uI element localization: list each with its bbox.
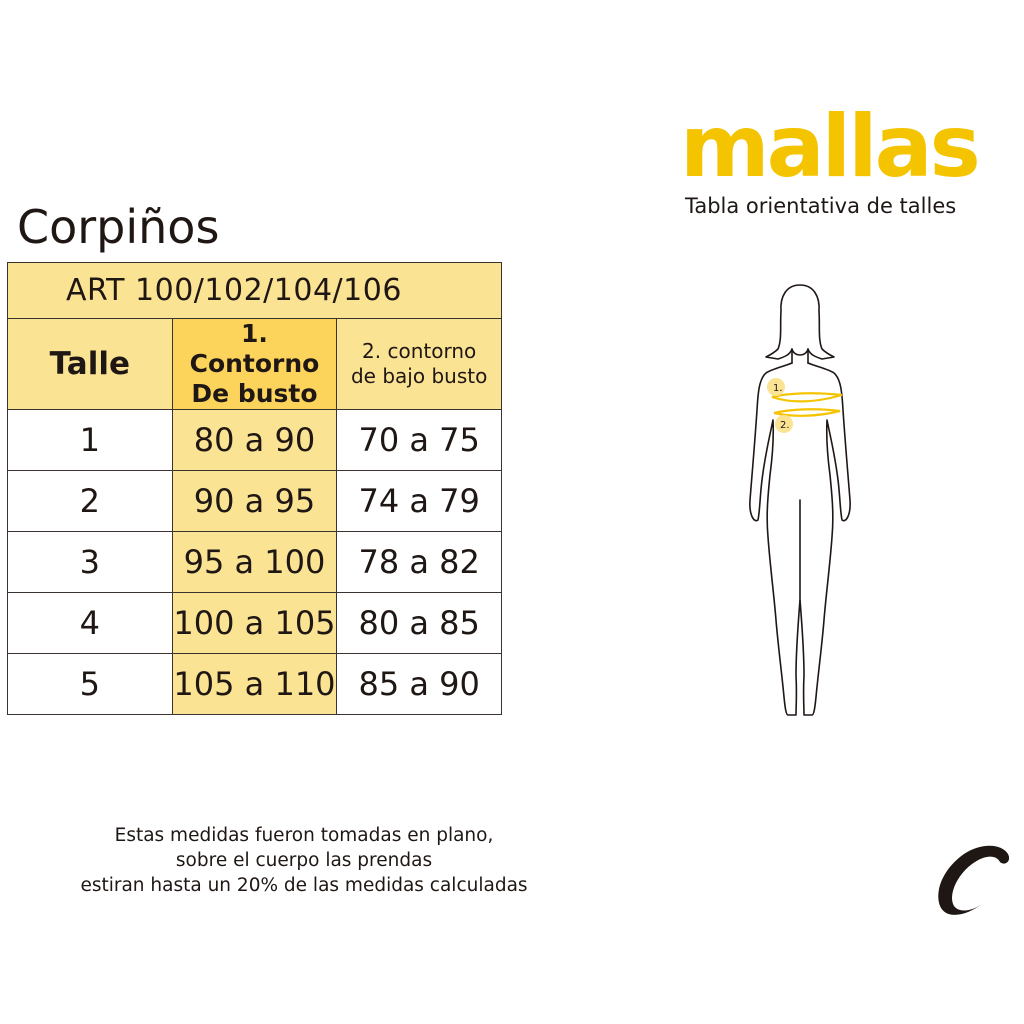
header-contorno-line1: 1. Contorno — [189, 319, 320, 378]
header-contorno-busto — [172, 319, 337, 410]
header-contorno-line2: De busto — [191, 379, 318, 408]
size-table — [7, 262, 502, 715]
table-row — [8, 593, 502, 654]
cell-contorno: 80 a 90 — [172, 410, 337, 471]
cell-contorno: 105 a 110 — [172, 654, 337, 715]
article-label: ART 100/102/104/106 — [8, 263, 502, 319]
bust-measure-band — [772, 393, 842, 401]
cell-bajo: 85 a 90 — [337, 654, 502, 715]
cell-talle: 1 — [8, 410, 173, 471]
table-row — [8, 410, 502, 471]
cell-bajo: 78 a 82 — [337, 532, 502, 593]
cell-contorno: 100 a 105 — [172, 593, 337, 654]
table-row — [8, 471, 502, 532]
header-talle: Talle — [8, 319, 173, 410]
note-line-3: estiran hasta un 20% de las medidas calculadas — [80, 874, 528, 896]
section-title: Corpiños — [17, 200, 220, 254]
header-bajo-line1: 2. contorno — [362, 339, 477, 363]
measurement-note — [0, 824, 608, 899]
cell-contorno: 90 a 95 — [172, 471, 337, 532]
header-bajo-line2: de bajo busto — [350, 364, 488, 388]
table-row — [8, 532, 502, 593]
note-line-1: Estas medidas fueron tomadas en plano, — [114, 825, 494, 846]
cell-bajo: 74 a 79 — [337, 471, 502, 532]
cell-talle: 5 — [8, 654, 173, 715]
cell-bajo: 70 a 75 — [337, 410, 502, 471]
cell-bajo: 80 a 85 — [337, 593, 502, 654]
brand-subtitle: Tabla orientativa de talles — [685, 194, 957, 218]
marker-1-label: 1. — [773, 383, 783, 394]
cell-talle: 3 — [8, 532, 173, 593]
table-article-row — [8, 263, 502, 319]
header-bajo-busto — [337, 319, 502, 410]
cell-talle: 2 — [8, 471, 173, 532]
brand-c-logo-icon — [930, 840, 1014, 920]
table-row — [8, 654, 502, 715]
marker-2-label: 2. — [780, 420, 790, 431]
body-outline — [750, 285, 850, 715]
table-header-row — [8, 319, 502, 410]
cell-talle: 4 — [8, 593, 173, 654]
brand-logo-text: mallas — [680, 97, 978, 197]
body-silhouette-figure — [730, 275, 870, 725]
note-line-2: sobre el cuerpo las prendas — [175, 849, 433, 871]
cell-contorno: 95 a 100 — [172, 532, 337, 593]
underbust-measure-band — [774, 409, 840, 416]
